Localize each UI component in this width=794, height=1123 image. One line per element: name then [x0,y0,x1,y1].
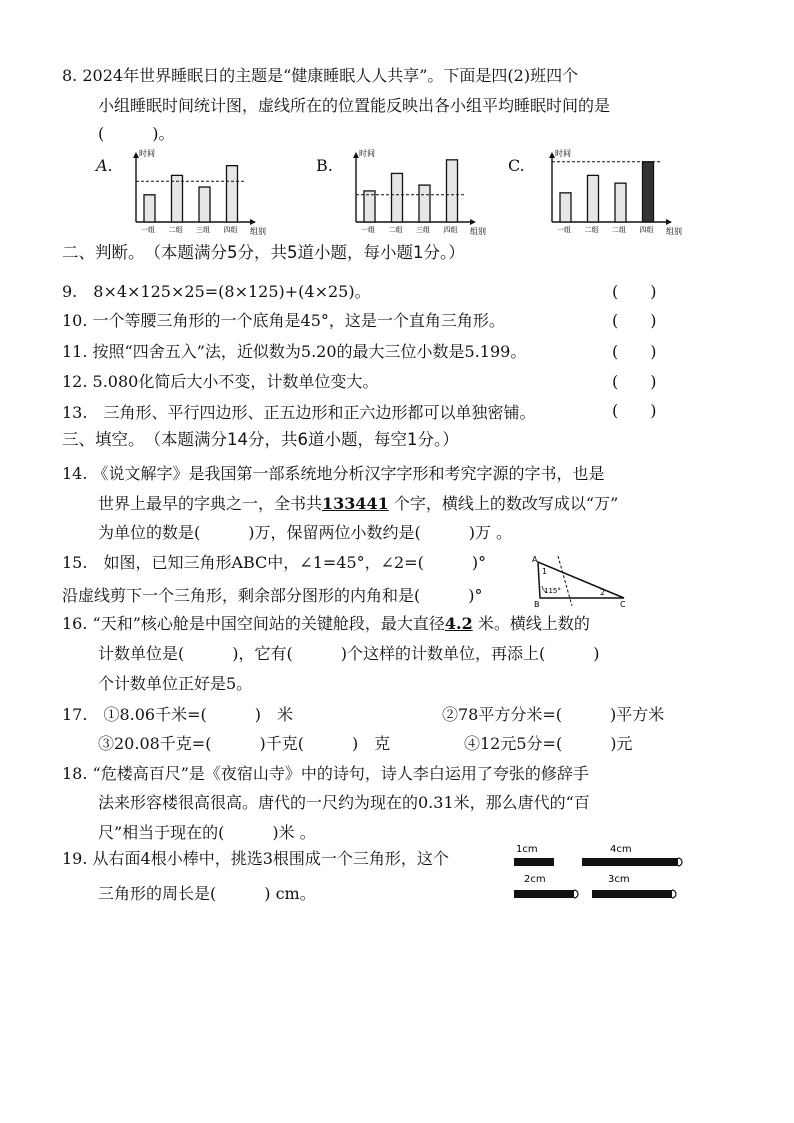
bar-chart-c [534,146,704,236]
stick-label: 4cm [610,844,632,855]
category-label: 二组 [168,226,183,234]
bar [588,175,599,222]
stick-2cm [514,890,574,898]
option-label: A. [96,156,113,175]
stick-1cm [514,858,554,866]
category-label: 四组 [443,226,458,234]
q14-line1: 14. 《说文解字》是我国第一部系统地分析汉字字形和考究字源的字书，也是 [62,464,605,483]
triangle-figure [520,552,640,608]
stick-4cm [582,858,678,866]
bar [392,173,403,222]
bar [419,185,430,222]
bar [144,195,155,222]
judge-q12: 12. 5.080化简后大小不变，计数单位变大。 [62,372,379,391]
q16-line3: 个计数单位正好是5。 [98,674,253,693]
y-axis-label: 时间 [555,149,571,158]
x-axis-label: 组别 [470,227,486,236]
q18-line3[interactable]: 尺”相当于现在的( )米 。 [98,823,316,842]
q19-line2[interactable]: 三角形的周长是( ) cm。 [98,884,316,903]
q8-answer-blank[interactable]: ( )。 [98,124,175,143]
judge-q10: 10. 一个等腰三角形的一个底角是45°，这是一个直角三角形。 [62,311,505,330]
q15-line1[interactable]: 15. 如图，已知三角形ABC中，∠1=45°，∠2=( )° [62,553,487,572]
bar-chart-b [338,146,508,236]
q8-option-c [508,146,698,236]
vertex-c: C [620,600,626,608]
option-label: B. [316,156,333,175]
q8-option-a [96,146,276,236]
bar [615,183,626,222]
q16-text: 米。横线上数的 [472,614,590,633]
x-axis-label: 组别 [666,227,682,236]
section-fill-title: 三、填空。 （本题满分14分，共6道小题，每空1分。） [62,430,459,449]
x-axis-arrow [250,219,256,225]
q14-underlined-number: 133441 [322,494,389,513]
y-axis-label: 时间 [359,149,375,158]
bar [643,162,654,222]
y-axis-label: 时间 [139,149,155,158]
q16-line1 [62,614,590,634]
category-label: 一组 [141,226,155,234]
angle-115-label: 115° [544,587,561,595]
stick-3cm [592,890,672,898]
q8-line2: 小组睡眠时间统计图，虚线所在的位置能反映出各小组平均睡眠时间的是 [98,96,611,115]
stick-label: 2cm [524,874,546,885]
bar [199,187,210,222]
q17-item3[interactable]: ③20.08千克=( )千克( ) 克 [98,734,391,753]
q8-option-b [316,146,506,236]
vertex-b: B [534,600,540,608]
q15-line2[interactable]: 沿虚线剪下一个三角形，剩余部分图形的内角和是( )° [62,586,483,605]
x-axis-label: 组别 [250,227,266,236]
angle-2-label: 2 [600,588,606,597]
judge-q13-blank[interactable]: ( ) [612,401,657,420]
category-label: 二组 [584,226,599,234]
judge-q9-blank[interactable]: ( ) [612,282,657,301]
q16-text: 16. “天和”核心舱是中国空间站的关键舱段，最大直径 [62,614,445,633]
bar [560,193,571,222]
sticks-figure [510,838,710,908]
option-label: C. [508,156,525,175]
q16-underlined-number: 4.2 [444,614,473,633]
q17-item2[interactable]: ②78平方分米=( )平方米 [442,705,665,724]
vertex-a: A [532,555,538,564]
judge-q13: 13. 三角形、平行四边形、正五边形和正六边形都可以单独密铺。 [62,403,536,422]
q17-item4[interactable]: ④12元5分=( )元 [464,734,633,753]
category-label: 一组 [361,226,375,234]
category-label: 二组 [612,226,626,234]
judge-q9: 9. 8×4×125×25=(8×125)+(4×25)。 [62,282,371,301]
q14-text: 世界上最早的字典之一，全书共 [98,494,323,513]
bar [227,166,238,222]
angle-1-label: 1 [542,567,548,576]
q18-line2: 法来形容楼很高很高。唐代的一尺约为现在的0.31米，那么唐代的“百 [98,793,590,812]
q8-line1: 8. 2024年世界睡眠日的主题是“健康睡眠人人共享”。下面是四(2)班四个 [62,66,579,85]
category-label: 三组 [416,226,430,234]
judge-q11: 11. 按照“四舍五入”法，近似数为5.20的最大三位小数是5.199。 [62,342,527,361]
x-axis-arrow [470,219,476,225]
category-label: 四组 [639,226,654,234]
q14-line2 [98,494,618,514]
stick-label: 1cm [516,844,538,855]
category-label: 四组 [223,226,238,234]
q19-line1: 19. 从右面4根小棒中，挑选3根围成一个三角形，这个 [62,849,449,868]
category-label: 一组 [557,226,571,234]
section-judge-title: 二、判断。 （本题满分5分，共5道小题，每小题1分。） [62,243,465,262]
category-label: 三组 [196,226,210,234]
q17-item1[interactable]: 17. ①8.06千米=( ) 米 [62,705,293,724]
stick-label: 3cm [608,874,630,885]
q14-line3[interactable]: 为单位的数是( )万，保留两位小数约是( )万 。 [98,523,513,542]
judge-q10-blank[interactable]: ( ) [612,311,657,330]
q14-text: 个字，横线上的数改写成以“万” [388,494,619,513]
category-label: 二组 [388,226,403,234]
bar [172,175,183,222]
x-axis-arrow [666,219,672,225]
bar [447,160,458,222]
bar [364,191,375,222]
judge-q11-blank[interactable]: ( ) [612,342,657,361]
q16-line2[interactable]: 计数单位是( )，它有( )个这样的计数单位，再添上( ) [98,644,600,663]
bar-chart-a [118,146,278,236]
judge-q12-blank[interactable]: ( ) [612,372,657,391]
q18-line1: 18. “危楼高百尺”是《夜宿山寺》中的诗句，诗人李白运用了夸张的修辞手 [62,764,589,783]
